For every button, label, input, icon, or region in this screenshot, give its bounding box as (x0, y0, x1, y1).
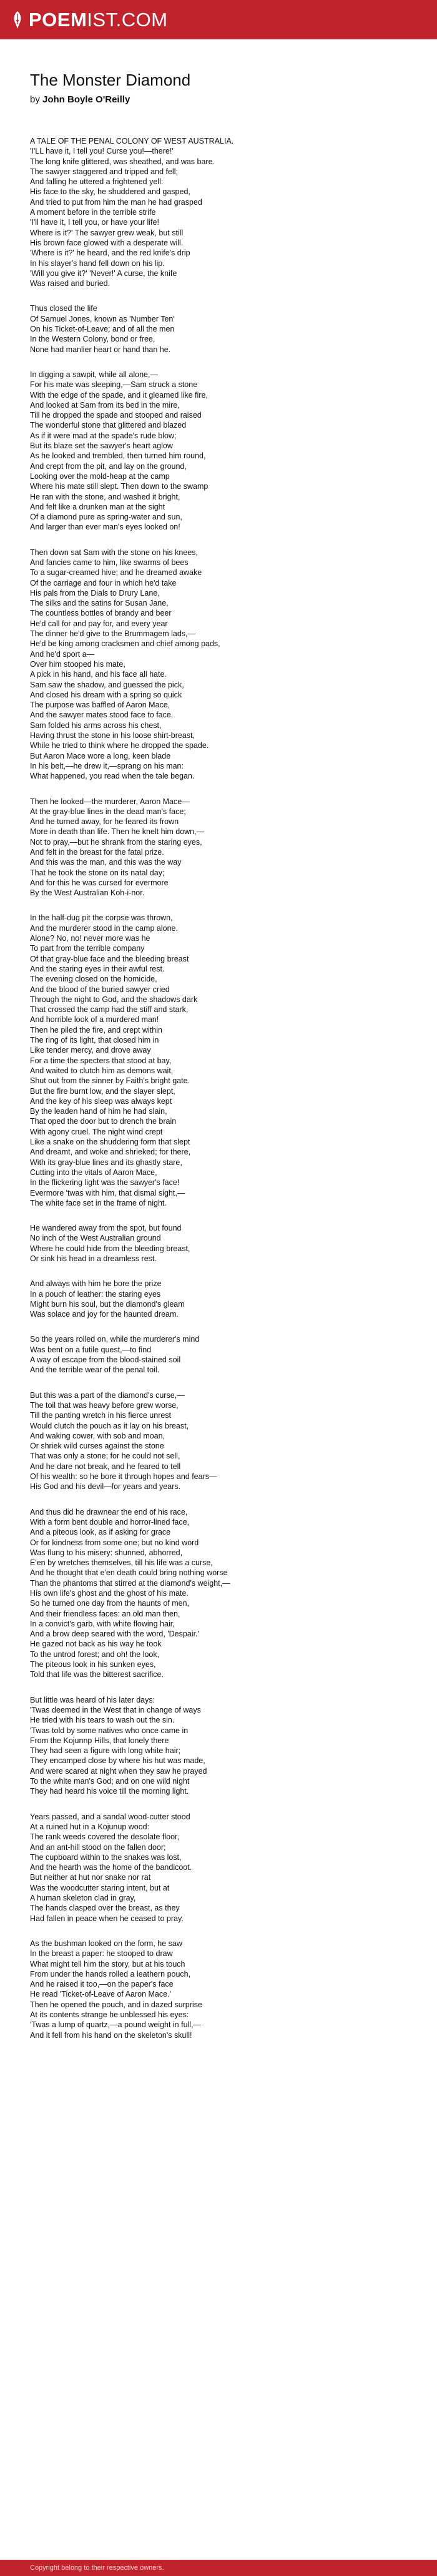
poem-line: The toil that was heavy before grew worse, (30, 1400, 179, 1410)
poem-line: Cutting into the vitals of Aaron Mace, (30, 1168, 157, 1177)
poem-line: The white face set in the frame of night. (30, 1198, 167, 1207)
poem-line: And felt in the breast for the fatal prize. (30, 848, 164, 857)
poem-line: And larger than ever man's eyes looked on! (30, 523, 180, 532)
poem-line: Not to pray,—but he shrank from the staring eyes, (30, 837, 202, 847)
poem-line: In his belt,—he drew it,—sprang on his man: (30, 761, 184, 770)
stanza (30, 1223, 417, 1264)
site-logo[interactable] (11, 10, 168, 29)
poem-line: E'en by wretches themselves, till his life was a curse, (30, 1558, 213, 1568)
poem-line: And dreamt, and woke and shrieked; for there, (30, 1148, 191, 1157)
poem-line: Sam saw the shadow, and guessed the pick, (30, 680, 184, 689)
poem-line: And he dare not break, and he feared to tell (30, 1462, 181, 1471)
poem-line: Was raised and buried. (30, 279, 110, 288)
poem-content (30, 70, 417, 2055)
poem-line: He wandered away from the spot, but found (30, 1224, 182, 1233)
poem-line: In the Western Colony, bond or free, (30, 335, 155, 344)
poem-line: And the hearth was the home of the bandicoot. (30, 1863, 192, 1872)
poem-line: But its blaze set the sawyer's heart aglow (30, 441, 173, 451)
poem-line: What might tell him the story, but at his touch (30, 1959, 185, 1969)
poem-line: His God and his devil—for years and years. (30, 1482, 181, 1492)
poem-line: And always with him he bore the prize (30, 1279, 162, 1289)
poem-line: Where is it?' The sawyer grew weak, but still (30, 228, 184, 237)
poem-line: Was the woodcutter staring intent, but at (30, 1883, 170, 1892)
poem-line: And the sawyer mates stood face to face. (30, 710, 174, 720)
poem-line: 'Twas told by some natives who once came in (30, 1726, 189, 1735)
poem-line: And closed his dream with a spring so quick (30, 690, 182, 699)
poem-line: The piteous look in his sunken eyes, (30, 1660, 156, 1669)
poem-line: Told that life was the bitterest sacrifice. (30, 1670, 164, 1679)
stanza (30, 1279, 417, 1319)
poem-line: And this was the man, and this was the way (30, 858, 182, 867)
poem-line: The cupboard within to the snakes was lost, (30, 1852, 182, 1862)
poem-line: By the West Australian Koh-i-nor. (30, 888, 145, 898)
poem-line: Of a diamond pure as spring-water and sun, (30, 513, 182, 522)
stanza (30, 1695, 417, 1797)
poem-line: But neither at hut nor snake nor rat (30, 1873, 151, 1882)
footer (0, 2560, 437, 2576)
poem-line: Over him stooped his mate, (30, 659, 125, 669)
poem-line: A way of escape from the blood-stained soil (30, 1355, 181, 1365)
poem-line: While he tried to think where he dropped the spade. (30, 741, 209, 750)
poem-line: And waited to clutch him as demons wait, (30, 1066, 174, 1075)
poem-line: With a form bent double and horror-lined face, (30, 1517, 189, 1526)
poem-line: Like a snake on the shuddering form that slept (30, 1138, 190, 1147)
stanza (30, 1812, 417, 1924)
poem-line: Where he could hide from the bleeding breast, (30, 1244, 190, 1253)
poem-title: The Monster Diamond (30, 71, 191, 89)
poem-line: The wonderful stone that glittered and blazed (30, 421, 187, 430)
poem-line: But Aaron Mace wore a long, keen blade (30, 751, 171, 760)
poem-line: Was bent on a futile quest,—to find (30, 1345, 152, 1354)
poem-line: At its contents strange he unblessed his eyes: (30, 2010, 189, 2019)
stanza (30, 548, 417, 782)
poem-line: And their friendless faces: an old man then, (30, 1609, 180, 1618)
poem-line: 'Will you give it?' 'Never!' A curse, the knife (30, 268, 177, 278)
poem-line: The hands clasped over the breast, as they (30, 1904, 180, 1913)
poem-line: Having thrust the stone in his loose shirt-breast, (30, 731, 195, 740)
poem-line: To a sugar-creamed hive; and he dreamed awake (30, 568, 202, 578)
poem-line: What happened, you read when the tale began. (30, 772, 195, 781)
poem-line: Had fallen in peace when he ceased to pray. (30, 1914, 184, 1923)
poem-line: And he thought that e'en death could bring nothing worse (30, 1568, 228, 1578)
poem-line: He'd be king among cracksmen and chief among pads, (30, 639, 220, 649)
poem-line: And he'd sport a— (30, 649, 95, 659)
poem-line: Evermore 'twas with him, that dismal sight,— (30, 1188, 185, 1197)
poem-line: And the murderer stood in the camp alone. (30, 923, 178, 933)
poem-line: 'Twas a lump of quartz,—a pound weight in full,— (30, 2020, 202, 2030)
poem-line: Or for kindness from some one; but no kind word (30, 1538, 199, 1547)
poem-line: And thus did he drawnear the end of his race, (30, 1507, 188, 1517)
poem-line: The sawyer staggered and tripped and fell; (30, 167, 178, 176)
poem-line: That crossed the camp had the stiff and stark, (30, 1005, 189, 1015)
poem-line: 'Twas deemed in the West that in change of ways (30, 1705, 201, 1714)
poem-line: He read 'Ticket-of-Leave of Aaron Mace.' (30, 1990, 171, 1999)
poem-line: And crept from the pit, and lay on the ground, (30, 461, 187, 471)
stanza (30, 136, 417, 288)
poem-line: Where his mate still slept. Then down to the swamp (30, 482, 209, 491)
stanza (30, 1939, 417, 2040)
poem-line: Of that gray-blue face and the bleeding breast (30, 954, 189, 963)
poem-line: In the half-dug pit the corpse was thrown, (30, 913, 173, 923)
poem-line: 'Where is it?' he heard, and the red knife's drip (30, 248, 190, 258)
poem-line: The rank weeds covered the desolate floor, (30, 1832, 180, 1842)
poem-line: No inch of the West Australian ground (30, 1234, 161, 1243)
poem-line: 'I'll have it, I tell you, or have your life! (30, 218, 159, 227)
poem-line: And falling he uttered a frightened yell: (30, 177, 164, 187)
poem-line: His own life's ghost and the ghost of his mate. (30, 1589, 189, 1598)
poem-line: Shut out from the sinner by Faith's bright gate. (30, 1076, 190, 1086)
poem-line: And fancies came to him, like swarms of bees (30, 558, 189, 567)
poem-line: And felt like a drunken man at the sight (30, 502, 165, 511)
poem-line: They encamped close by where his hut was made, (30, 1756, 205, 1766)
poem-line: The ring of its light, that closed him in (30, 1036, 159, 1045)
poem-line: In the flickering light was the sawyer's face! (30, 1178, 180, 1187)
poem-line: And for this he was cursed for evermore (30, 878, 169, 887)
poem-line: He gazed not back as his way he took (30, 1639, 162, 1649)
poem-line: His brown face glowed with a desperate will. (30, 238, 184, 247)
poem-line: So the years rolled on, while the murderer's mind (30, 1335, 200, 1344)
poem-line: His pals from the Dials to Drury Lane, (30, 588, 160, 597)
poem-line: Looking over the mold-heap at the camp (30, 471, 170, 481)
logo-bold: POEM (29, 9, 87, 31)
poem-line: And the terrible wear of the penal toil. (30, 1365, 160, 1375)
poem-line: Then he piled the fire, and crept within (30, 1025, 162, 1035)
poem-line: So he turned one day from the haunts of men, (30, 1599, 190, 1608)
poem-line: None had manlier heart or hand than he. (30, 345, 171, 354)
logo-light: IST.COM (87, 9, 168, 31)
poem-line: Than the phantoms that stirred at the diamond's weight,— (30, 1578, 230, 1588)
poem-line: They had heard his voice till the morning light. (30, 1787, 189, 1796)
poem-line: Then he opened the pouch, and in dazed surprise (30, 2000, 202, 2009)
poem-line: In digging a sawpit, while all alone,— (30, 370, 158, 379)
poem-line: Then down sat Sam with the stone on his knees, (30, 548, 198, 557)
quill-pen-icon (11, 11, 24, 29)
stanza (30, 1334, 417, 1375)
poem-line: That oped the door but to drench the brain (30, 1117, 177, 1126)
poem-line: Years passed, and a sandal wood-cutter stood (30, 1812, 190, 1821)
poem-line: And the staring eyes in their awful rest. (30, 964, 165, 973)
poem-line: And a brow deep seared with the word, 'Despair.' (30, 1630, 199, 1639)
poem-line: As the bushman looked on the form, he saw (30, 1939, 182, 1948)
poem-line: He ran with the stone, and washed it bright, (30, 492, 180, 501)
copyright-text: Copyright belong to their respective owners. (30, 2564, 164, 2572)
stanza (30, 913, 417, 1208)
poem-line: But little was heard of his later days: (30, 1695, 155, 1704)
poem-body (30, 136, 417, 2040)
stanza (30, 797, 417, 898)
poem-line: A human skeleton clad in gray, (30, 1894, 136, 1903)
poem-line: To the untrod forest; and oh! the look, (30, 1649, 160, 1659)
poem-line: Of the carriage and four in which he'd take (30, 578, 177, 587)
poem-line: With agony cruel. The night wind crept (30, 1127, 163, 1136)
poem-line: And an ant-hill stood on the fallen door; (30, 1842, 166, 1852)
poem-line: Of Samuel Jones, known as 'Number Ten' (30, 314, 175, 323)
poem-line: As if it were mad at the spade's rude blow; (30, 431, 177, 440)
poem-line: As he looked and trembled, then turned him round, (30, 451, 206, 461)
poem-line: Through the night to God, and the shadows dark (30, 995, 198, 1004)
poem-line: His face to the sky, he shuddered and gasped, (30, 187, 190, 197)
poem-line: Like tender mercy, and drove away (30, 1046, 151, 1055)
poem-line: From the Kojunnp Hills, that lonely there (30, 1736, 169, 1745)
poem-line: Sam folded his arms across his chest, (30, 720, 162, 730)
poem-line: And he raised it too,—on the paper's face (30, 1980, 174, 1989)
poem-line: Thus closed the life (30, 304, 97, 313)
poem-line: Then he looked—the murderer, Aaron Mace— (30, 797, 190, 806)
poem-line: A moment before in the terrible strife (30, 208, 156, 217)
poem-line: Was solace and joy for the haunted dream. (30, 1310, 179, 1319)
poem-line: For his mate was sleeping,—Sam struck a stone (30, 380, 198, 390)
poem-line: They had seen a figure with long white hair; (30, 1746, 181, 1756)
poem-line: In a convict's garb, with white flowing hair, (30, 1619, 175, 1628)
poem-line: The long knife glittered, was sheathed, and was bare. (30, 157, 215, 166)
poem-line: The evening closed on the homicide, (30, 975, 157, 984)
poem-line: Of his wealth: so he bore it through hopes and fears— (30, 1472, 217, 1482)
top-bar (0, 0, 437, 39)
poem-line: On his Ticket-of-Leave; and of all the men (30, 325, 175, 334)
poem-line: The countless bottles of brandy and beer (30, 609, 172, 618)
poem-line: And a piteous look, as if asking for grace (30, 1528, 171, 1537)
poem-line: The silks and the satins for Susan Jane, (30, 599, 169, 608)
poem-line: And waking cower, with sob and moan, (30, 1431, 165, 1440)
poem-line: And were scared at night when they saw he prayed (30, 1766, 207, 1776)
stanza (30, 303, 417, 354)
poem-line: And looked at Sam from its bed in the mire, (30, 400, 180, 410)
poem-line: Or shriek wild curses against the stone (30, 1442, 164, 1451)
poem-line: To the white man's God; and on one wild night (30, 1777, 190, 1786)
poem-line: Till he dropped the spade and stooped and raised (30, 411, 202, 420)
author-link[interactable]: John Boyle O'Reilly (42, 94, 130, 105)
poem-line: A TALE OF THE PENAL COLONY OF WEST AUSTRALIA. (30, 137, 234, 145)
poem-line: Till the panting wretch in his fierce unrest (30, 1411, 172, 1420)
stanza (30, 370, 417, 533)
poem-line: By the leaden hand of him he had slain, (30, 1107, 167, 1116)
poem-line: For a time the specters that stood at bay, (30, 1056, 172, 1065)
poem-line: He'd call for and pay for, and every year (30, 619, 168, 628)
poem-line: In the breast a paper: he stooped to draw (30, 1949, 173, 1959)
poem-line: And horrible look of a murdered man! (30, 1015, 159, 1025)
poem-line: And it fell from his hand on the skeleton's skull! (30, 2030, 192, 2040)
poem-line: That was only a stone; for he could not sell, (30, 1452, 180, 1461)
stanza (30, 1507, 417, 1680)
poem-line: Would clutch the pouch as it lay on his breast, (30, 1421, 189, 1430)
poem-line: A pick in his hand, and his face all hate. (30, 670, 167, 679)
poem-line: The dinner he'd give to the Brummagem lads,— (30, 629, 196, 639)
poem-line: With the edge of the spade, and it gleamed like fire, (30, 390, 208, 400)
poem-line: At the gray-blue lines in the dead man's face; (30, 807, 186, 816)
poem-line: In his slayer's hand fell down on his lip. (30, 258, 165, 268)
poem-line: 'I'LL have it, I tell you! Curse you!—there!' (30, 147, 174, 156)
poem-line: He tried with his tears to wash out the sin. (30, 1716, 175, 1725)
poem-line: With its gray-blue lines and its ghastly stare, (30, 1158, 182, 1167)
poem-line: And he turned away, for he feared its frown (30, 817, 179, 827)
poem-line: But the fire burnt low, and the slayer slept, (30, 1086, 175, 1096)
stanza (30, 1390, 417, 1492)
poem-line: Was flung to his misery: shunned, abhorred, (30, 1548, 183, 1557)
poem-line: To part from the terrible company (30, 944, 145, 953)
poem-line: And the blood of the buried sawyer cried (30, 985, 170, 994)
byline (30, 94, 417, 106)
poem-line: And tried to put from him the man he had grasped (30, 197, 202, 207)
logo-text (29, 10, 168, 29)
poem-line: At a ruined hut in a Kojunup wood: (30, 1822, 150, 1831)
poem-line: But this was a part of the diamond's curse,— (30, 1390, 185, 1400)
poem-line: Alone? No, no! never more was he (30, 934, 150, 943)
poem-line: In a pouch of leather: the staring eyes (30, 1289, 161, 1299)
poem-line: From under the hands rolled a leathern pouch, (30, 1969, 191, 1979)
poem-line: Or sink his head in a dreamless rest. (30, 1254, 157, 1263)
poem-line: The purpose was baffled of Aaron Mace, (30, 701, 170, 710)
poem-line: That he took the stone on its natal day; (30, 868, 165, 877)
poem-line: And the key of his sleep was always kept (30, 1096, 172, 1106)
poem-line: Might burn his soul, but the diamond's gleam (30, 1299, 185, 1309)
byline-prefix: by (30, 94, 40, 105)
poem-line: More in death than life. Then he knelt him down,— (30, 827, 205, 837)
